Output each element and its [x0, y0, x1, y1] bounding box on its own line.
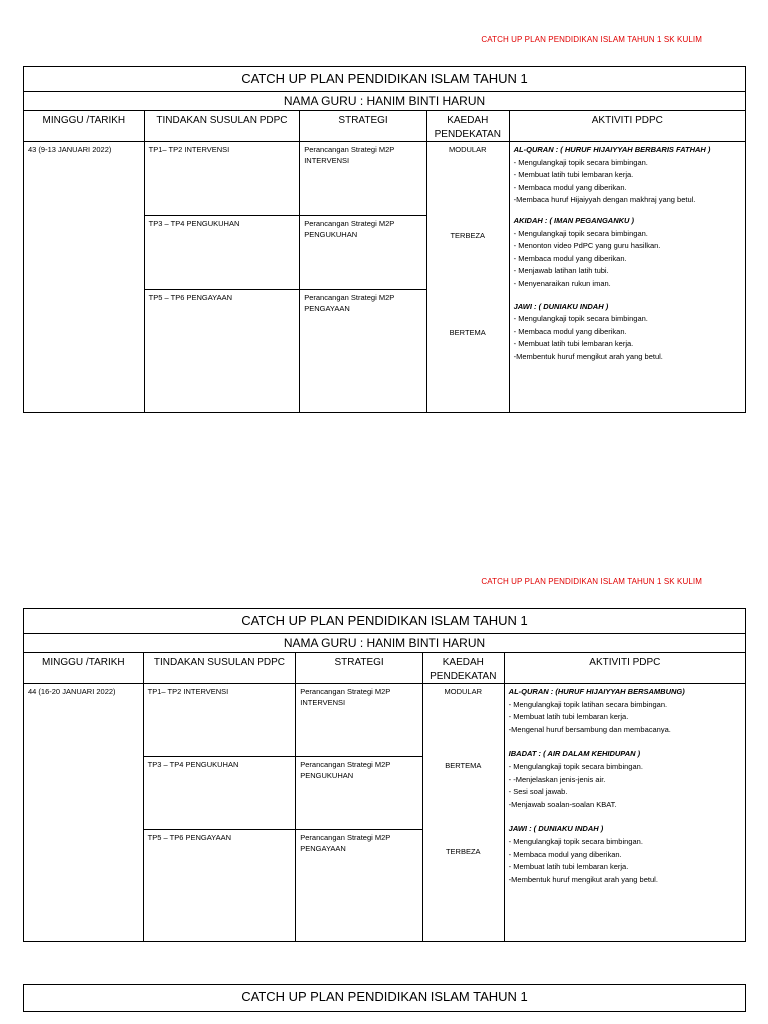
- aktiviti-title: JAWI : ( DUNIAKU INDAH ): [513, 301, 609, 311]
- kaedah-label: BERTEMA: [449, 328, 486, 337]
- aktiviti-line: - Membaca modul yang diberikan.: [513, 326, 627, 336]
- aktiviti-section: [509, 823, 741, 886]
- strategi-cell: Perancangan Strategi M2P PENGAYAAN: [300, 833, 391, 853]
- table-header: [24, 111, 745, 142]
- kaedah-label: TERBEZA: [450, 231, 486, 240]
- col-strategi: STRATEGI: [296, 653, 423, 683]
- aktiviti-title: AKIDAH : ( IMAN PEGANGANKU ): [513, 215, 635, 225]
- kaedah-label: MODULAR: [448, 145, 487, 154]
- plan-title: CATCH UP PLAN PENDIDIKAN ISLAM TAHUN 1: [241, 989, 528, 1004]
- aktiviti-line: - Membuat latih tubi lembaran kerja.: [513, 339, 634, 349]
- aktiviti-title: JAWI : ( DUNIAKU INDAH ): [508, 824, 604, 834]
- kaedah-label: BERTEMA: [445, 761, 482, 770]
- kaedah-label: TERBEZA: [445, 847, 481, 856]
- aktiviti-line: - Menonton video PdPC yang guru hasilkan.: [513, 241, 661, 251]
- aktiviti-section: [509, 686, 741, 736]
- header-note: CATCH UP PLAN PENDIDIKAN ISLAM TAHUN 1 SK KULIM: [481, 577, 702, 586]
- tindakan-cell: TP3 – TP4 PENGUKUHAN: [145, 216, 300, 290]
- col-aktiviti: AKTIVITI PDPC: [591, 115, 663, 126]
- col-minggu: MINGGU /TARIKH: [24, 111, 145, 141]
- plan-title: CATCH UP PLAN PENDIDIKAN ISLAM TAHUN 1: [24, 67, 745, 92]
- col-aktiviti: AKTIVITI PDPC: [589, 657, 661, 668]
- strategi-cell: Perancangan Strategi M2P PENGAYAAN: [304, 293, 395, 313]
- aktiviti-line: - Membuat latih tubi lembaran kerja.: [508, 712, 629, 722]
- aktiviti-line: - Mengulangkaji topik secara bimbingan.: [513, 314, 648, 324]
- teacher-name: NAMA GURU : HANIM BINTI HARUN: [24, 92, 745, 111]
- aktiviti-line: - Membaca modul yang diberikan.: [513, 182, 627, 192]
- aktiviti-line: - Membaca modul yang diberikan.: [513, 253, 627, 263]
- table-header: [24, 653, 745, 684]
- aktiviti-line: - Mengulangkaji topik latihan secara bimbingan.: [508, 699, 668, 709]
- aktiviti-section: [514, 215, 741, 291]
- aktiviti-line: -Membentuk huruf mengikut arah yang betul.: [508, 874, 658, 884]
- aktiviti-line: - Mengulangkaji topik secara bimbingan.: [513, 157, 648, 167]
- col-kaedah: KAEDAH PENDEKATAN: [427, 111, 510, 141]
- aktiviti-cell: [505, 684, 745, 941]
- aktiviti-line: - Membuat latih tubi lembaran kerja.: [513, 170, 634, 180]
- plan-title: CATCH UP PLAN PENDIDIKAN ISLAM TAHUN 1: [24, 609, 745, 634]
- kaedah-label: MODULAR: [444, 687, 483, 696]
- strategi-cell: Perancangan Strategi M2P PENGUKUHAN: [300, 216, 426, 290]
- aktiviti-cell: [510, 142, 745, 412]
- col-strategi: STRATEGI: [300, 111, 427, 141]
- aktiviti-line: - Mengulangkaji topik secara bimbingan.: [508, 761, 643, 771]
- aktiviti-section: [514, 301, 741, 364]
- tindakan-cell: TP5 – TP6 PENGAYAAN: [147, 833, 232, 842]
- aktiviti-title: IBADAT : ( AIR DALAM KEHIDUPAN ): [508, 749, 641, 759]
- aktiviti-line: - Membaca modul yang diberikan.: [508, 849, 622, 859]
- aktiviti-section: [509, 748, 741, 811]
- col-tindakan: TINDAKAN SUSULAN PDPC: [145, 111, 301, 141]
- strategi-cell: Perancangan Strategi M2P INTERVENSI: [296, 684, 422, 757]
- tindakan-cell: TP1– TP2 INTERVENSI: [144, 684, 296, 757]
- aktiviti-line: - -Menjelaskan jenis-jenis air.: [508, 774, 606, 784]
- tindakan-cell: TP5 – TP6 PENGAYAAN: [148, 293, 233, 302]
- col-minggu: MINGGU /TARIKH: [24, 653, 144, 683]
- aktiviti-line: - Sesi soal jawab.: [508, 787, 568, 797]
- aktiviti-line: - Mengulangkaji topik secara bimbingan.: [513, 228, 648, 238]
- teacher-name: NAMA GURU : HANIM BINTI HARUN: [24, 634, 745, 653]
- table-body: [24, 684, 745, 941]
- aktiviti-section: [514, 144, 741, 207]
- aktiviti-line: - Membuat latih tubi lembaran kerja.: [508, 862, 629, 872]
- aktiviti-line: -Menjawab soalan-soalan KBAT.: [508, 799, 617, 809]
- aktiviti-line: -Membaca huruf Hijaiyyah dengan makhraj yang betul.: [513, 195, 696, 205]
- aktiviti-line: -Mengenal huruf bersambung dan membacanya.: [508, 724, 671, 734]
- strategi-cell: Perancangan Strategi M2P INTERVENSI: [300, 142, 426, 216]
- aktiviti-line: - Menjawab latihan latih tubi.: [513, 266, 609, 276]
- col-tindakan: TINDAKAN SUSULAN PDPC: [144, 653, 297, 683]
- aktiviti-line: - Mengulangkaji topik secara bimbingan.: [508, 836, 643, 846]
- aktiviti-line: -Membentuk huruf mengikut arah yang betul.: [513, 351, 663, 361]
- tindakan-cell: TP3 – TP4 PENGUKUHAN: [144, 757, 296, 830]
- aktiviti-title: AL-QURAN : (HURUF HIJAIYYAH BERSAMBUNG): [508, 687, 685, 696]
- plan-table-2: [23, 608, 746, 942]
- strategi-cell: Perancangan Strategi M2P PENGUKUHAN: [296, 757, 422, 830]
- col-kaedah: KAEDAH PENDEKATAN: [423, 653, 505, 683]
- minggu-cell: 44 (16-20 JANUARI 2022): [28, 687, 116, 696]
- plan-table-1: [23, 66, 746, 413]
- aktiviti-line: - Menyenaraikan rukun iman.: [513, 278, 611, 288]
- plan-table-3: [23, 984, 746, 1012]
- tindakan-cell: TP1– TP2 INTERVENSI: [145, 142, 300, 216]
- header-note: CATCH UP PLAN PENDIDIKAN ISLAM TAHUN 1 SK KULIM: [481, 35, 702, 44]
- table-body: [24, 142, 745, 412]
- aktiviti-title: AL-QURAN : ( HURUF HIJAIYYAH BERBARIS FATHAH ): [513, 145, 711, 154]
- minggu-cell: 43 (9-13 JANUARI 2022): [28, 145, 112, 154]
